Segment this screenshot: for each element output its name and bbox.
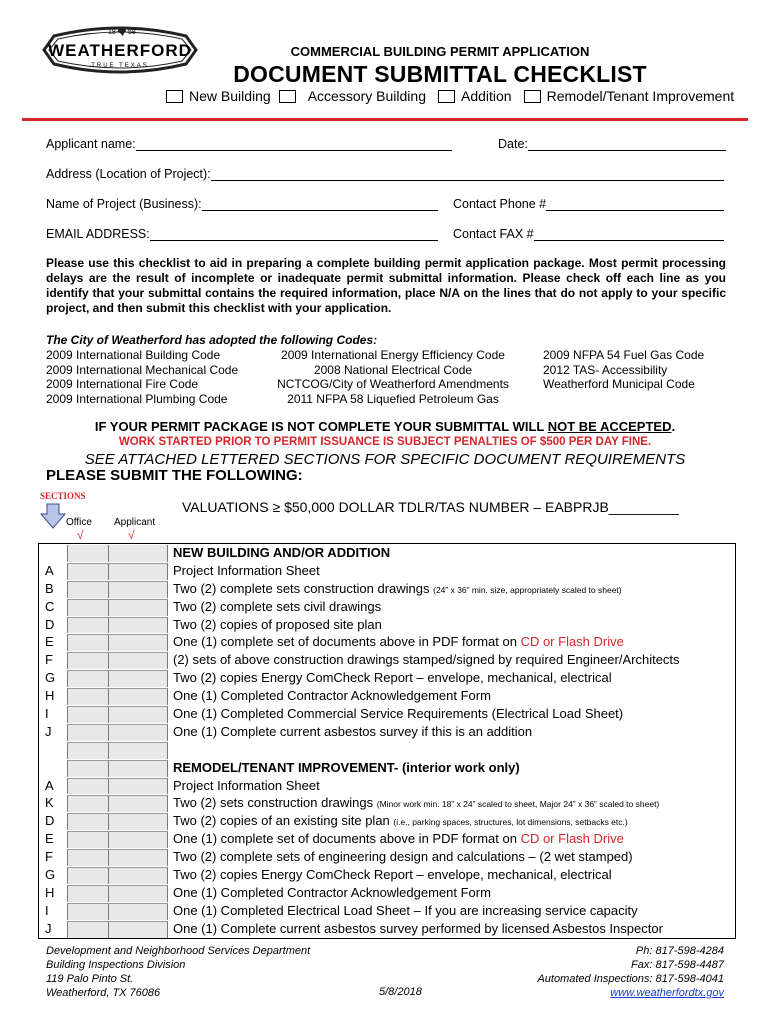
applicant-check-cell[interactable] [109,670,168,687]
section-letter: G [45,867,56,883]
codes-column-2: 2009 International Energy Efficiency Code 2008 National Electrical Code NCTCOG/City of Weatherford Amendments 2011 NFPA 58 Liquefied Petroleum Gas [277,348,509,406]
section-letter: K [45,795,54,811]
section-letter: A [45,562,54,578]
item-description [168,795,735,812]
item-description [168,778,735,795]
remodel-heading: REMODEL/TENANT IMPROVEMENT- (interior work only) [173,759,520,775]
section-letter: H [45,884,55,900]
penalty-warning: WORK STARTED PRIOR TO PERMIT ISSUANCE IS SUBJECT PENALTIES OF $500 PER DAY FINE. [118,436,652,448]
applicant-check-cell[interactable] [109,652,168,669]
office-check-cell[interactable] [67,581,109,598]
checklist-table [38,543,736,939]
label-addition: Addition [461,88,512,104]
office-check-cell[interactable] [67,831,109,848]
incomplete-warning: IF YOUR PERMIT PACKAGE IS NOT COMPLETE YOUR SUBMITTAL WILL NOT BE ACCEPTED. [94,419,676,434]
section-letter: J [45,920,52,936]
footer-date: 5/8/2018 [379,986,422,998]
table-row [39,669,735,687]
item-text: Project Information Sheet [173,777,320,793]
logo-year-left: 18 [108,29,116,36]
form-subtitle: COMMERCIAL BUILDING PERMIT APPLICATION [290,44,590,59]
item-text: One (1) Completed Contractor Acknowledgement Form [173,688,491,704]
section-letter: D [45,616,55,632]
section-letter: B [45,580,54,596]
valuation-line: VALUATIONS ≥ $50,000 DOLLAR TDLR/TAS NUMBER – EABPRJB_________ [182,499,679,515]
office-check-cell[interactable] [67,849,109,866]
codes-column-3: 2009 NFPA 54 Fuel Gas Code 2012 TAS- Accessibility Weatherford Municipal Code [543,348,705,392]
label-remodel: Remodel/Tenant Improvement [546,88,735,104]
applicant-check-cell[interactable] [109,921,168,938]
table-row [39,580,735,598]
table-row [39,830,735,848]
item-description [168,670,735,687]
item-text: (2) sets of above construction drawings stamped/signed by required Engineer/Architects [173,652,680,668]
logo-tagline: TRUE TEXAS [91,63,149,69]
item-text: Two (2) sets construction drawings [173,795,377,811]
table-row [39,616,735,634]
item-note: (24” x 36” min. size, appropriately scaled to sheet) [433,584,622,595]
table-row [39,848,735,866]
table-row [39,723,735,741]
section-letter: A [45,777,54,793]
section-letter: D [45,813,55,829]
item-text: One (1) Completed Electrical Load Sheet – If you are increasing service capacity [173,902,638,918]
header-divider [22,118,748,121]
section-letter: H [45,688,55,704]
label-new-building: New Building [189,88,271,104]
item-description [168,634,735,651]
table-row [39,651,735,669]
section-letter: I [45,706,49,722]
applicant-check-cell[interactable] [109,599,168,616]
project-name-field[interactable]: Name of Project (Business): [46,197,438,211]
item-text: One (1) complete set of documents above in PDF format on [173,831,521,847]
footer-address: Development and Neighborhood Services Department Building Inspections Division 119 Palo Pinto St. Weatherford, TX 76086 [46,945,311,999]
item-text: One (1) Completed Commercial Service Requirements (Electrical Load Sheet) [173,706,624,722]
section-letter: E [45,634,54,650]
please-submit-heading: PLEASE SUBMIT THE FOLLOWING: [46,467,303,484]
office-check-cell[interactable] [67,867,109,884]
table-row [39,794,735,812]
item-description [168,831,735,848]
office-check-cell[interactable] [67,903,109,920]
checkbox-accessory-building[interactable] [279,90,296,103]
applicant-check-cell[interactable] [109,831,168,848]
address-field[interactable]: Address (Location of Project): [46,167,724,181]
item-text: Two (2) copies Energy ComCheck Report – envelope, mechanical, electrical [173,670,612,686]
item-description [168,867,735,884]
codes-column-1: 2009 International Building Code 2009 International Mechanical Code 2009 International Fire Code 2009 International Plumbing Code [46,348,239,406]
office-check-cell[interactable] [67,813,109,830]
office-check-cell[interactable] [67,688,109,705]
checkbox-new-building[interactable] [166,90,183,103]
item-text: Two (2) copies of an existing site plan [173,813,394,829]
office-check-cell[interactable] [67,885,109,902]
table-row [39,562,735,580]
section-letter: I [45,902,49,918]
contact-fax-field[interactable]: Contact FAX # [453,227,724,241]
item-text: One (1) Complete current asbestos survey if this is an addition [173,723,533,739]
page-title: DOCUMENT SUBMITTAL CHECKLIST [233,61,647,87]
new-building-heading: NEW BUILDING AND/OR ADDITION [173,545,391,560]
section-letter: C [45,598,55,614]
applicant-check-cell[interactable] [109,813,168,830]
table-row [39,777,735,795]
project-type-options [160,88,736,104]
office-check-cell[interactable] [67,670,109,687]
item-description [168,885,735,902]
office-check-cell[interactable] [67,706,109,723]
table-row [39,705,735,723]
footer-contact: Ph: 817-598-4284 Fax: 817-598-4487 Automated Inspections: 817-598-4041 www.weatherfordtx.gov [537,945,724,999]
email-field[interactable]: EMAIL ADDRESS: [46,227,438,241]
table-row [39,544,735,562]
item-text: Two (2) complete sets of engineering design and calculations – (2 wet stamped) [173,849,633,865]
applicant-check-cell[interactable] [109,581,168,598]
sections-label: SECTIONS [40,491,86,501]
section-letter: F [45,652,53,668]
item-note: (i.e., parking spaces, structures, lot dimensions, setbacks etc.) [393,817,628,828]
section-letter: G [45,670,56,686]
applicant-check-cell[interactable] [109,795,168,812]
item-highlight: CD or Flash Drive [520,634,624,650]
applicant-check-cell[interactable] [109,617,168,634]
item-text: One (1) Completed Contractor Acknowledgement Form [173,884,491,900]
item-description [168,581,735,598]
table-row [39,812,735,830]
item-description [168,813,735,830]
office-check-cell[interactable] [67,778,109,795]
item-description [168,688,735,705]
table-row [39,902,735,920]
item-highlight: CD or Flash Drive [520,831,624,847]
office-check-cell[interactable] [67,617,109,634]
applicant-check-cell[interactable] [109,688,168,705]
table-row [39,866,735,884]
item-description [168,652,735,669]
date-field[interactable]: Date: [498,137,726,151]
table-row [39,920,735,938]
applicant-check-mark: √ [128,528,135,542]
item-text: Two (2) complete sets civil drawings [173,598,382,614]
office-check-cell[interactable] [67,724,109,741]
office-column-header: Office [66,517,92,528]
contact-phone-field[interactable]: Contact Phone # [453,197,724,211]
item-text: One (1) complete set of documents above in PDF format on [173,634,521,650]
item-text: Project Information Sheet [173,562,320,578]
item-note: (Minor work min. 18” x 24” scaled to sheet, Major 24” x 36” scaled to sheet) [376,799,660,810]
item-description [168,849,735,866]
website-link[interactable]: www.weatherfordtx.gov [610,987,724,999]
item-description [168,724,735,741]
applicant-check-cell[interactable] [109,849,168,866]
applicant-column-header: Applicant [114,517,156,528]
arrow-down-icon [40,503,66,529]
table-row [39,598,735,616]
applicant-check-cell[interactable] [109,724,168,741]
applicant-check-cell[interactable] [109,563,168,580]
table-row [39,884,735,902]
label-accessory-building: Accessory Building [307,88,426,104]
item-text: Two (2) copies of proposed site plan [173,616,382,632]
table-row [39,759,735,777]
section-letter: E [45,831,54,847]
item-text: Two (2) copies Energy ComCheck Report – envelope, mechanical, electrical [173,867,612,883]
office-check-cell[interactable] [67,563,109,580]
table-row [39,633,735,651]
checkbox-addition[interactable] [438,90,455,103]
item-text: One (1) Complete current asbestos survey performed by licensed Asbestos Inspector [173,920,663,936]
applicant-check-cell[interactable] [109,867,168,884]
applicant-check-cell[interactable] [109,885,168,902]
office-check-cell[interactable] [67,652,109,669]
applicant-check-cell[interactable] [109,706,168,723]
office-check-cell[interactable] [67,599,109,616]
section-letter: J [45,723,52,739]
section-letter: F [45,849,53,865]
office-check-cell[interactable] [67,795,109,812]
item-description [168,903,735,920]
office-check-cell[interactable] [67,634,109,651]
logo-year-right: 58 [128,29,136,36]
office-check-cell[interactable] [67,921,109,938]
table-row [39,741,735,759]
checkbox-remodel[interactable] [524,90,541,103]
codes-heading: The City of Weatherford has adopted the following Codes: [46,333,378,347]
item-description [168,617,735,634]
applicant-name-field[interactable]: Applicant name: [46,137,452,151]
item-text: Two (2) complete sets construction drawings [173,580,434,596]
applicant-check-cell[interactable] [109,634,168,651]
see-sections-note: SEE ATTACHED LETTERED SECTIONS FOR SPECIFIC DOCUMENT REQUIREMENTS [84,451,686,468]
logo-name: WEATHERFORD [48,41,192,60]
office-check-mark: √ [77,528,84,542]
item-description [168,563,735,580]
item-description [168,921,735,938]
applicant-check-cell[interactable] [109,903,168,920]
table-row [39,687,735,705]
item-description [168,599,735,616]
instructions: Please use this checklist to aid in preparing a complete building permit application package. Most permit processing delays are the result of incomplete or inadequate permit submittal information. Please check off each line as you identify that your submittal contains the required information, place N/A on the lines that do not apply to your specific project, and then submit this checklist with your application. [46,256,726,315]
item-description [168,706,735,723]
applicant-check-cell[interactable] [109,778,168,795]
